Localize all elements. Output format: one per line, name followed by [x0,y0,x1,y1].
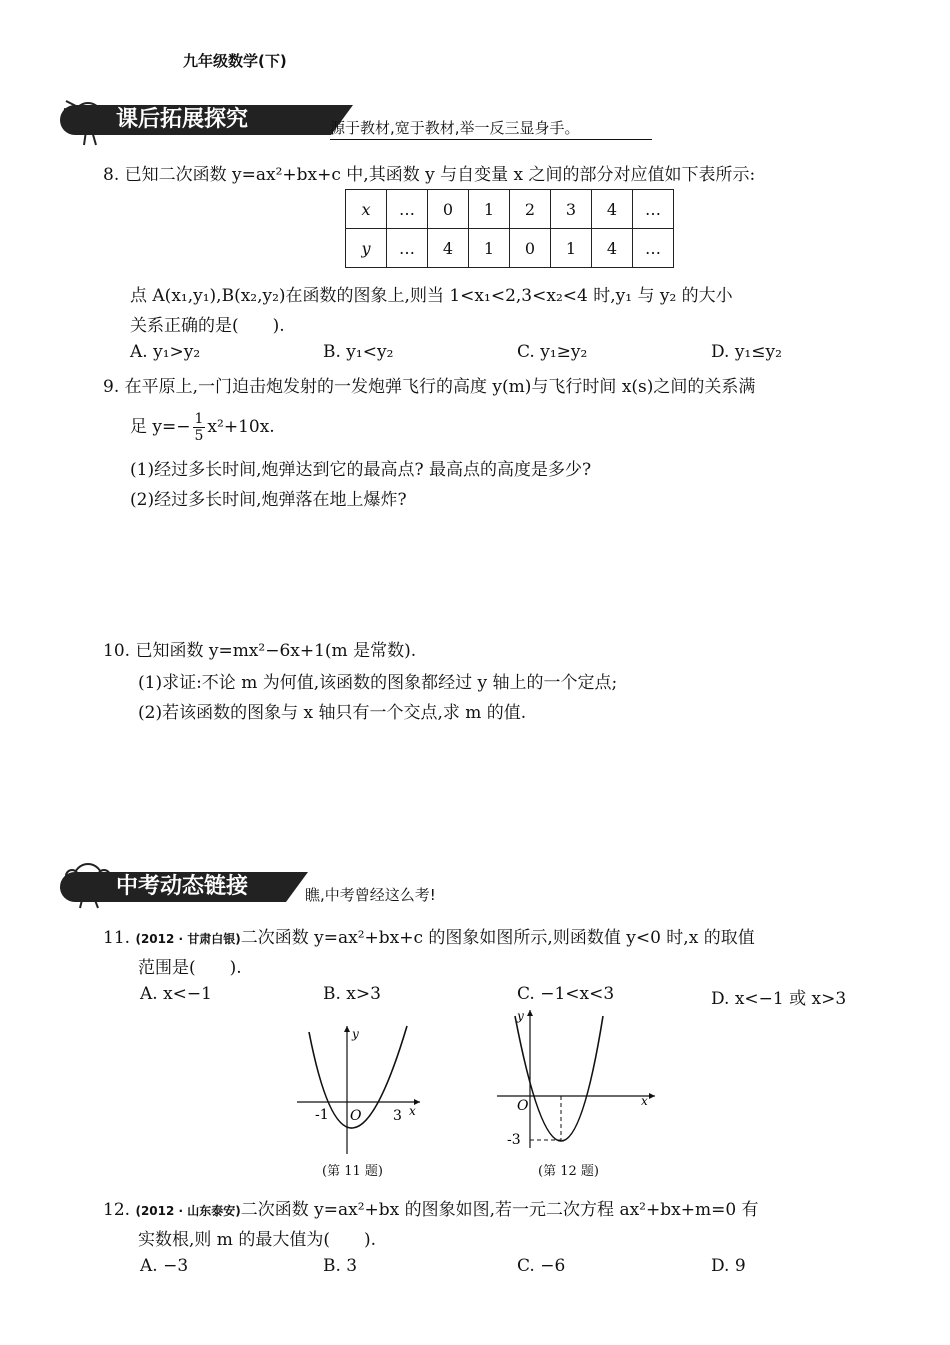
q11-option-c: C. −1<x<3 [517,984,615,1004]
table-cell: … [633,229,674,268]
section-banner-after-class [0,105,950,143]
table-cell: y [346,229,387,268]
q9-line2-suffix: x²+10x. [207,417,275,437]
origin-label: O [517,1098,529,1114]
section-title: 中考动态链接 [60,872,286,902]
table-cell: 4 [428,229,469,268]
q12-number: 12. [103,1200,131,1220]
section-banner-exam-link [0,872,950,910]
q11-line1 [103,923,755,948]
q8-stem: 8. 已知二次函数 y=ax²+bx+c 中,其函数 y 与自变量 x 之间的部分对应值如下表所示: [103,165,756,185]
q11-option-b: B. x>3 [323,984,381,1004]
q8-option-a: A. y₁>y₂ [130,342,201,362]
q12-option-a: A. −3 [140,1256,189,1276]
section-title: 课后拓展探究 [60,105,331,135]
q10-sub1: (1)求证:不论 m 为何值,该函数的图象都经过 y 轴上的一个定点; [138,673,618,693]
fraction-numerator: 1 [194,411,204,427]
q12-text: 二次函数 y=ax²+bx 的图象如图,若一元二次方程 ax²+bx+m=0 有 [240,1200,759,1220]
q8-option-c: C. y₁≥y₂ [517,342,588,362]
table-cell: 2 [510,190,551,229]
q11-option-a: A. x<−1 [140,984,212,1004]
origin-label: O [350,1108,362,1124]
q11-text: 二次函数 y=ax²+bx+c 的图象如图所示,则函数值 y<0 时,x 的取值 [240,928,755,948]
q12-line2: 实数根,则 m 的最大值为( ). [138,1230,376,1250]
value-table [345,189,674,268]
fraction-denominator: 5 [194,428,204,444]
q10-line1: 10. 已知函数 y=mx²−6x+1(m 是常数). [103,641,417,661]
q9-sub1: (1)经过多长时间,炮弹达到它的最高点? 最高点的高度是多少? [130,460,592,480]
table-cell: … [387,229,428,268]
table-cell: … [387,190,428,229]
table-cell: … [633,190,674,229]
q12-source: (2012 · 山东泰安) [135,1204,241,1218]
q11-number: 11. [103,928,131,948]
q11-option-d: D. x<−1 或 x>3 [711,989,847,1009]
q8-line3: 关系正确的是( ). [130,316,285,336]
figure-11-parabola [295,1022,425,1157]
q9-line1: 9. 在平原上,一门迫击炮发射的一发炮弹飞行的高度 y(m)与飞行时间 x(s)之间的关系满 [103,377,756,397]
q11-source: (2012 · 甘肃白银) [135,932,241,946]
q8-line2: 点 A(x₁,y₁),B(x₂,y₂)在函数的图象上,则当 1<x₁<2,3<x₂<4 时,y₁ 与 y₂ 的大小 [130,286,733,306]
y-axis-arrow-icon [344,1026,350,1032]
parabola-curve [515,1016,603,1141]
table-cell: 4 [592,229,633,268]
x-axis-label: x [409,1104,416,1118]
table-cell: 0 [428,190,469,229]
q8-option-d: D. y₁≤y₂ [711,342,782,362]
x-axis-arrow-icon [649,1093,655,1099]
minimum-label: -3 [507,1132,521,1148]
table-cell: 1 [551,229,592,268]
y-axis-label: y [517,1009,524,1023]
root-label-left: -1 [315,1107,329,1123]
y-axis-label: y [352,1027,359,1041]
figure-12-parabola [495,1006,660,1151]
q9-line2-prefix: 足 y=− [130,417,191,437]
table-cell: 3 [551,190,592,229]
x-axis-label: x [641,1094,648,1108]
table-cell: x [346,190,387,229]
q8-option-b: B. y₁<y₂ [323,342,394,362]
q10-sub2: (2)若该函数的图象与 x 轴只有一个交点,求 m 的值. [138,703,527,723]
q12-option-d: D. 9 [711,1256,746,1276]
fraction [193,411,206,444]
figure-12-caption: (第 12 题) [538,1164,599,1179]
section-subtitle: 源于教材,宽于教材,举一反三显身手。 [330,117,652,140]
q9-sub2: (2)经过多长时间,炮弹落在地上爆炸? [130,490,407,510]
y-axis-arrow-icon [527,1010,533,1016]
table-cell: 0 [510,229,551,268]
q12-option-b: B. 3 [323,1256,358,1276]
q12-line1 [103,1195,759,1220]
table-row-y [346,229,674,268]
section-subtitle: 瞧,中考曾经这么考! [305,886,436,904]
q11-line2: 范围是( ). [138,958,242,978]
q12-option-c: C. −6 [517,1256,566,1276]
figure-11-caption: (第 11 题) [322,1164,383,1179]
page-header-title: 九年级数学(下) [183,52,287,70]
table-cell: 1 [469,190,510,229]
q9-line2 [130,411,275,444]
table-row-x [346,190,674,229]
root-label-right: 3 [393,1108,402,1124]
table-cell: 1 [469,229,510,268]
table-cell: 4 [592,190,633,229]
